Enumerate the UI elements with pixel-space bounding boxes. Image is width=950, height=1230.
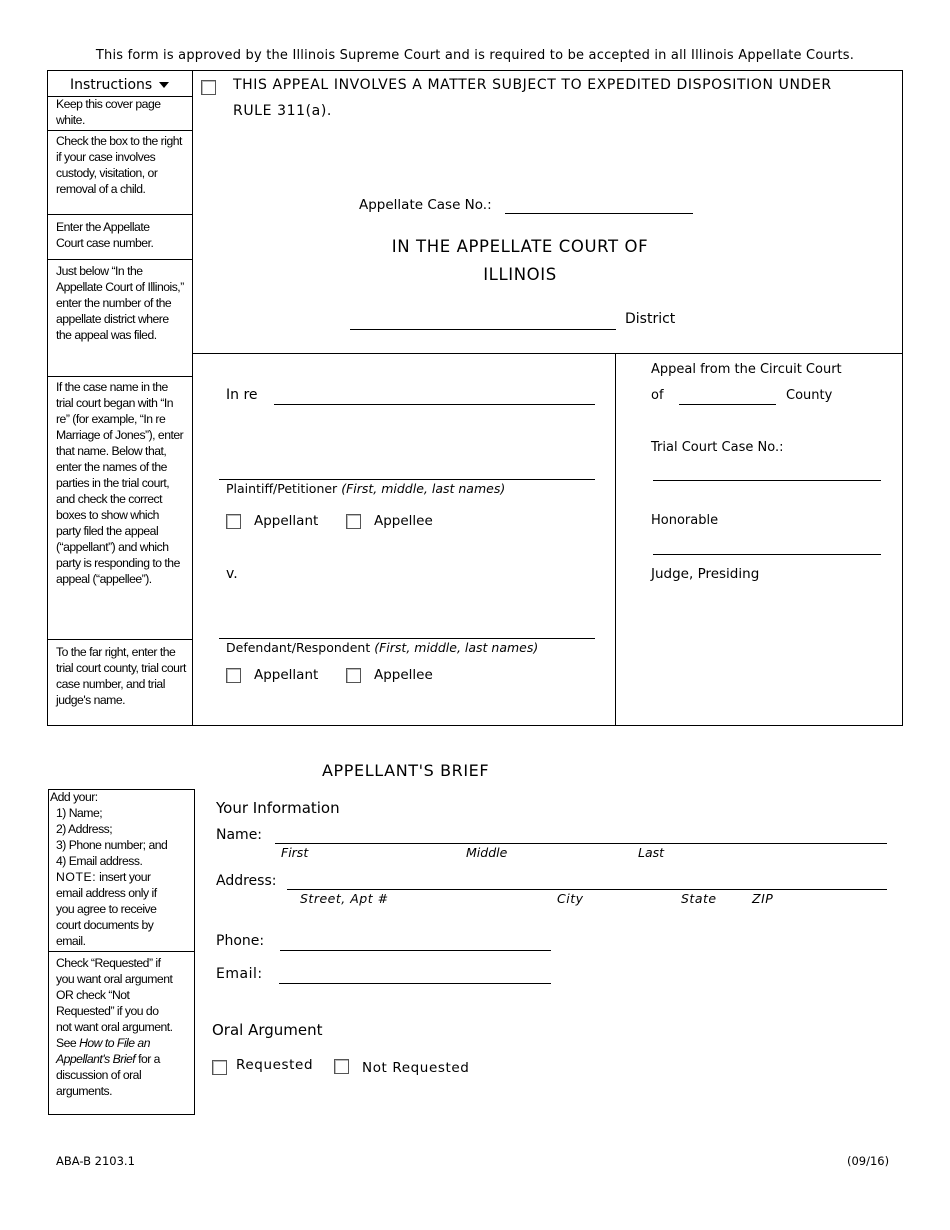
instructions-toggle[interactable] [70, 77, 169, 93]
oral-note-line: Check “Requested” if [56, 956, 161, 970]
last-name-hint: Last [638, 845, 665, 860]
trial-case-no-label: Trial Court Case No.: [651, 440, 784, 455]
oral-note-line: arguments. [56, 1084, 112, 1098]
state-hint: State [681, 891, 717, 906]
add-your-item: 3) Phone number; and [56, 838, 168, 852]
note-text: you agree to receive [56, 902, 157, 916]
side-notes-divider [48, 951, 195, 952]
add-your-note [50, 789, 190, 949]
middle-name-hint: Middle [466, 845, 508, 860]
judge-name-field[interactable] [653, 554, 881, 555]
phone-label: Phone: [216, 933, 265, 949]
appellate-case-no-label: Appellate Case No.: [359, 197, 492, 213]
instruction-item: Keep this cover page white. [56, 97, 161, 127]
note-text: email. [56, 934, 86, 948]
plaintiff-label-text: Plaintiff/Petitioner [226, 481, 338, 496]
oral-requested-label: Requested [236, 1057, 314, 1073]
see-rest: for a [135, 1052, 160, 1066]
instructions-column-divider [192, 70, 193, 726]
form-id: ABA-B 2103.1 [56, 1154, 135, 1168]
instruction-item: Just below “In the Appellate Court of Illinois,” enter the number of the appellate district where the appeal was filed. [56, 264, 184, 342]
oral-note-see2 [56, 1051, 194, 1067]
note-text: email address only if [56, 886, 157, 900]
plaintiff-name-field[interactable] [219, 479, 595, 480]
see-title-part2: Appellant's Brief [56, 1052, 136, 1066]
instr-sep [47, 130, 192, 131]
oral-not-requested-label: Not Requested [362, 1060, 470, 1076]
add-your-item: 1) Name; [56, 806, 103, 820]
instruction-item: Enter the Appellate Court case number. [56, 220, 154, 250]
oral-note-line: Requested” if you do [56, 1004, 159, 1018]
trial-court-divider [615, 353, 616, 726]
expedited-text-line2: RULE 311(a). [233, 103, 332, 119]
expedited-checkbox[interactable] [201, 80, 216, 95]
oral-argument-note [56, 955, 194, 1099]
honorable-label: Honorable [651, 513, 719, 528]
note-line [50, 869, 190, 885]
instr-sep [47, 376, 192, 377]
address-field[interactable] [287, 889, 887, 890]
instruction-item: If the case name in the trial court began with “In re” (for example, “In re Marriage of Jones”), enter that name. Below that, enter the names of the parties in the trial court, and check the correct boxes to show which party filed the appeal (“appellant”) and which party is responding to the appeal (“appellee”). [56, 380, 184, 586]
address-label: Address: [216, 873, 277, 889]
plaintiff-hint: (First, middle, last names) [341, 481, 506, 496]
oral-note-line: OR check “Not [56, 988, 130, 1002]
brief-title: APPELLANT'S BRIEF [322, 761, 490, 780]
instr-sep [47, 639, 192, 640]
defendant-appellee-label: Appellee [374, 667, 433, 683]
judge-presiding-label: Judge, Presiding [651, 566, 760, 582]
defendant-appellant-label: Appellant [254, 667, 319, 683]
county-field[interactable] [679, 404, 776, 405]
appellate-case-no-field[interactable] [505, 213, 693, 214]
trial-case-no-field[interactable] [653, 480, 881, 481]
instr-sep [47, 259, 192, 260]
email-label: Email: [216, 966, 263, 982]
plaintiff-appellant-label: Appellant [254, 513, 319, 529]
defendant-hint: (First, middle, last names) [374, 640, 539, 655]
expedited-text-line1: THIS APPEAL INVOLVES A MATTER SUBJECT TO EXPEDITED DISPOSITION UNDER [233, 77, 832, 93]
defendant-appellant-checkbox[interactable] [226, 668, 241, 683]
defendant-label-text: Defendant/Respondent [226, 640, 371, 655]
note-text: insert your [96, 870, 151, 884]
of-label: of [651, 388, 664, 403]
oral-argument-heading: Oral Argument [212, 1021, 323, 1039]
see-title-part1: How to File an [79, 1036, 150, 1050]
your-info-heading: Your Information [216, 799, 340, 817]
zip-hint: ZIP [752, 891, 774, 906]
versus-label: v. [226, 566, 238, 582]
plaintiff-label [226, 481, 505, 496]
add-your-label: Add your: [50, 790, 98, 804]
revision-date: (09/16) [847, 1154, 890, 1168]
oral-note-see [56, 1035, 194, 1051]
county-label: County [786, 388, 833, 403]
instruction-item: Check the box to the right if your case involves custody, visitation, or removal of a child. [56, 134, 182, 196]
instruction-item: To the far right, enter the trial court county, trial court case number, and trial judge's name. [56, 645, 186, 707]
plaintiff-appellant-checkbox[interactable] [226, 514, 241, 529]
oral-note-line: not want oral argument. [56, 1020, 173, 1034]
plaintiff-appellee-label: Appellee [374, 513, 433, 529]
oral-not-requested-checkbox[interactable] [334, 1059, 349, 1074]
instructions-toggle-label: Instructions [70, 77, 153, 93]
city-hint: City [557, 891, 584, 906]
oral-note-line: you want oral argument [56, 972, 173, 986]
defendant-name-field[interactable] [219, 638, 595, 639]
district-field[interactable] [350, 329, 616, 330]
oral-requested-checkbox[interactable] [212, 1060, 227, 1075]
first-name-hint: First [281, 845, 309, 860]
email-field[interactable] [279, 983, 551, 984]
in-re-field[interactable] [274, 404, 595, 405]
court-title-line1: IN THE APPELLATE COURT OF [391, 237, 649, 256]
phone-field[interactable] [280, 950, 551, 951]
district-label: District [625, 311, 676, 327]
instr-sep [47, 214, 192, 215]
see-label: See [56, 1036, 77, 1050]
plaintiff-appellee-checkbox[interactable] [346, 514, 361, 529]
note-label: NOTE: [56, 870, 97, 884]
name-field[interactable] [275, 843, 887, 844]
defendant-label [226, 640, 538, 655]
appeal-from-label: Appeal from the Circuit Court [651, 362, 842, 377]
add-your-item: 2) Address; [56, 822, 113, 836]
in-re-label: In re [226, 387, 258, 403]
header-notice: This form is approved by the Illinois Supreme Court and is required to be accepted in all Illinois Appellate Courts. [95, 48, 855, 63]
name-label: Name: [216, 827, 263, 843]
oral-note-line: discussion of oral [56, 1068, 142, 1082]
caret-down-icon [159, 82, 169, 88]
caption-divider [192, 353, 903, 354]
note-text: court documents by [56, 918, 154, 932]
street-hint: Street, Apt # [300, 891, 389, 906]
defendant-appellee-checkbox[interactable] [346, 668, 361, 683]
add-your-item: 4) Email address. [56, 854, 143, 868]
court-title-line2: ILLINOIS [483, 265, 557, 284]
